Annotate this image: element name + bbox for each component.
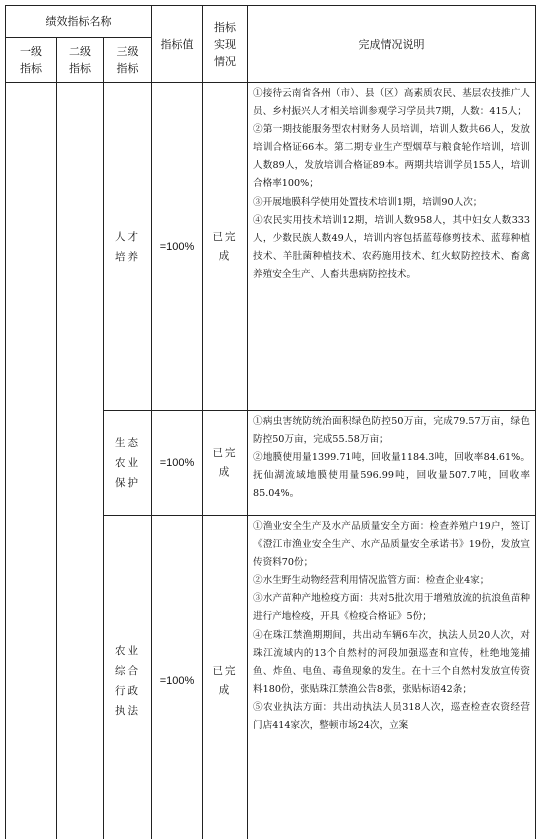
detail-item: ④农民实用技术培训12期，培训人数958人，其中妇女人数333人，少数民族人数49人，培训内容包括蓝莓修剪技术、蓝莓种植技术、羊肚菌种植技术、农药施用技术、红火蚁防控技术、畜禽养殖安全生产、人畜共患病防控技术。: [253, 214, 531, 280]
detail-item: ②地膜使用量1399.71吨，回收量1184.3吨，回收率84.61%。抚仙湖流域地膜使用量596.99吨，回收量507.7吨，回收率85.04%。: [253, 452, 531, 500]
detail-item: ③开展地膜科学使用处置技术培训1期，培训90人次；: [253, 196, 483, 208]
detail-item: ②水生野生动物经营利用情况监管方面：检查企业4家；: [253, 575, 490, 587]
achievement-status: 已完成: [203, 83, 248, 411]
detail-item: ①接待云南省各州（市）、县（区）高素质农民、基层农技推广人员、乡村振兴人才相关培训参观学习学员共7期，人数：415人；: [253, 88, 531, 118]
detail-item: ④在珠江禁渔期期间，共出动车辆6车次，执法人员20人次，对珠江流域内的13个自然村的河段加强巡查和宣传，杜绝地笼捕鱼、炸鱼、电鱼、毒鱼现象的发生。在十三个自然村发放宣传资料180份，张贴珠江禁渔公告8张，张贴标语42条；: [253, 629, 531, 695]
level2-cell: [57, 83, 104, 839]
header-level3: 三级指标: [104, 38, 152, 83]
indicator-value: =100%: [152, 83, 203, 411]
indicator-value: =100%: [152, 411, 203, 516]
header-value: 指标值: [152, 6, 203, 83]
detail-item: ⑤农业执法方面：共出动执法人员318人次，巡查检查农资经营门店414家次，整顿市场24次，立案: [253, 701, 531, 732]
detail-item: ②第一期技能服务型农村财务人员培训，培训人数共66人，发放培训合格证66本。第二期专业生产型烟草与粮食轮作培训，培训人数89人，发放培训合格证89本。两期共培训学员155人，培训合格率100%；: [253, 124, 531, 190]
indicator-value: =100%: [152, 516, 203, 839]
level3-cell: 农业综合行政执法: [104, 516, 152, 839]
header-level1: 一级指标: [6, 38, 57, 83]
performance-table-container: [5, 5, 535, 839]
level3-cell: 生态农业保护: [104, 411, 152, 516]
header-level2: 二级指标: [57, 38, 104, 83]
detail-item: ①渔业安全生产及水产品质量安全方面：检查养殖户19户，签订《澄江市渔业安全生产、水产品质量安全承诺书》19份，发放宣传资料70份；: [253, 521, 531, 569]
level1-cell: [6, 83, 57, 839]
header-achievement: 指标实现情况: [203, 6, 248, 83]
detail-item: ③水产苗种产地检疫方面：共对5批次用于增殖放流的抗浪鱼苗种进行产地检疫，开具《检疫合格证》5份；: [253, 593, 531, 623]
completion-detail: [248, 411, 536, 516]
header-completion: 完成情况说明: [248, 6, 536, 83]
table-row: [6, 83, 536, 411]
achievement-status: 已完成: [203, 516, 248, 839]
performance-indicator-table: [5, 5, 536, 839]
completion-detail: [248, 516, 536, 839]
level3-cell: 人才培养: [104, 83, 152, 411]
header-indicator-name: 绩效指标名称: [6, 6, 152, 38]
completion-detail: [248, 83, 536, 411]
achievement-status: 已完成: [203, 411, 248, 516]
detail-item: ①病虫害统防统治面积绿色防控50万亩，完成79.57万亩，绿色防控50万亩，完成55.58万亩；: [253, 416, 531, 446]
